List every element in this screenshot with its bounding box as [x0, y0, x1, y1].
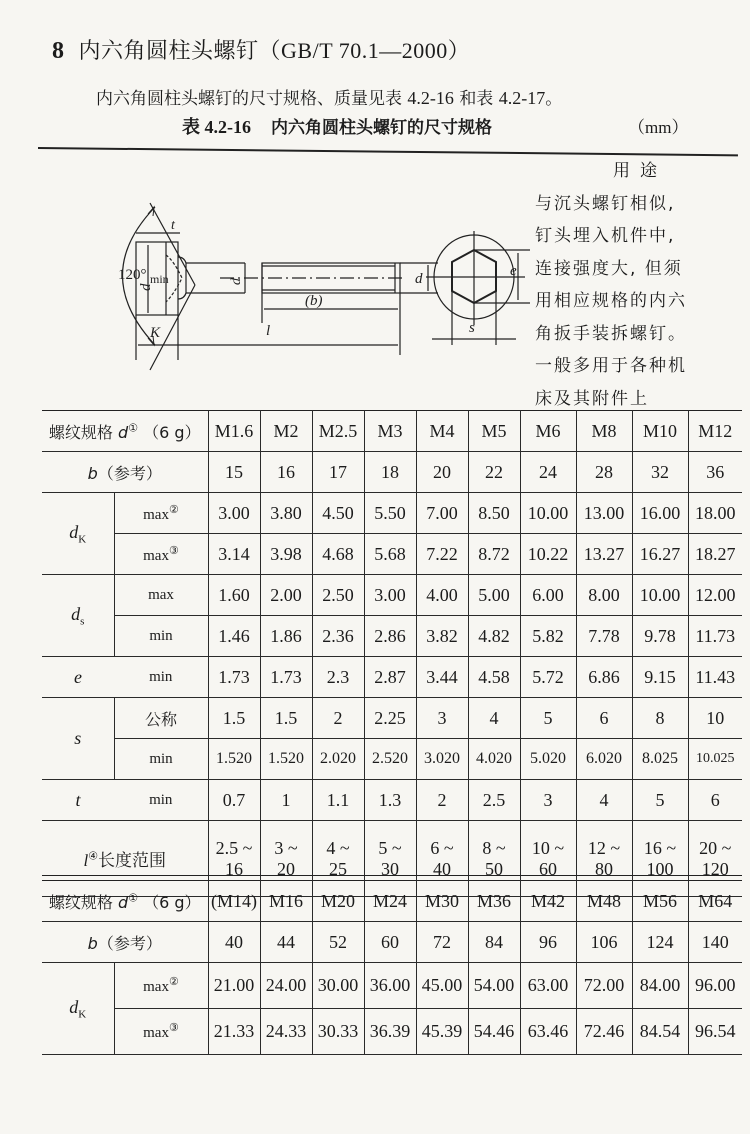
- cell: 36.39: [364, 1009, 416, 1055]
- cell: 6 ~ 40: [416, 821, 468, 897]
- cell: 21.33: [208, 1009, 260, 1055]
- cell: 10 ~ 60: [520, 821, 576, 897]
- row-t-min: [42, 780, 742, 821]
- cell: 9.78: [632, 616, 688, 657]
- cell: 45.39: [416, 1009, 468, 1055]
- cell: 72.00: [576, 963, 632, 1009]
- cell: M20: [312, 881, 364, 922]
- cell: 54.46: [468, 1009, 520, 1055]
- cell: 32: [632, 452, 688, 493]
- spec-table-2: [42, 880, 742, 1055]
- cell: 10.00: [632, 575, 688, 616]
- svg-text:(b): (b): [305, 293, 323, 309]
- cell: 4.020: [468, 739, 520, 780]
- dk-max2-label: max②: [114, 493, 208, 534]
- cell: 2.86: [364, 616, 416, 657]
- cell: 2.87: [364, 657, 416, 698]
- cell: 1.520: [208, 739, 260, 780]
- cell: 2.00: [260, 575, 312, 616]
- usage-line: 用相应规格的内六: [535, 291, 687, 311]
- cell: 84.54: [632, 1009, 688, 1055]
- cell: 4.58: [468, 657, 520, 698]
- cell: 3.98: [260, 534, 312, 575]
- cell: 4.82: [468, 616, 520, 657]
- usage-line: 连接强度大, 但须: [535, 258, 683, 279]
- cell: 10: [688, 698, 742, 739]
- cell: 24.33: [260, 1009, 312, 1055]
- row-ds-min: [42, 616, 742, 657]
- cell: 7.22: [416, 534, 468, 575]
- cell: 20 ~ 120: [688, 821, 742, 897]
- cell: 40: [208, 922, 260, 963]
- cell: M2: [260, 411, 312, 452]
- cell: 7.00: [416, 493, 468, 534]
- spec-table-1: [42, 410, 742, 897]
- section-heading: [52, 34, 470, 65]
- cell: 22: [468, 452, 520, 493]
- cell: 96.00: [688, 963, 742, 1009]
- row-thread-size: [42, 881, 742, 922]
- cell: 1.73: [260, 657, 312, 698]
- svg-text:d: d: [415, 271, 423, 287]
- s-label: s: [42, 698, 114, 780]
- cell: 45.00: [416, 963, 468, 1009]
- cell: 1.5: [260, 698, 312, 739]
- cell: 5.72: [520, 657, 576, 698]
- cell: 63.00: [520, 963, 576, 1009]
- cell: 4.00: [416, 575, 468, 616]
- cell: 13.00: [576, 493, 632, 534]
- cell: 124: [632, 922, 688, 963]
- ds-label: $d_s$: [42, 575, 114, 657]
- cell: 30.33: [312, 1009, 364, 1055]
- cell: 3 ~ 20: [260, 821, 312, 897]
- cell: 6.86: [576, 657, 632, 698]
- cell: 2.5 ~ 16: [208, 821, 260, 897]
- cell: 44: [260, 922, 312, 963]
- cell: 2.020: [312, 739, 364, 780]
- cell: 84: [468, 922, 520, 963]
- cell: 30.00: [312, 963, 364, 1009]
- row-dk-max2: [42, 963, 742, 1009]
- cell: M8: [576, 411, 632, 452]
- cell: 3.00: [364, 575, 416, 616]
- cell: 6.020: [576, 739, 632, 780]
- cell: 4 ~ 25: [312, 821, 364, 897]
- section-title: 内六角圆柱头螺钉: [78, 39, 259, 64]
- cell: 1.73: [208, 657, 260, 698]
- cell: 5.50: [364, 493, 416, 534]
- cell: 5: [520, 698, 576, 739]
- table-ref-2: 4.2-17: [498, 88, 546, 108]
- cell: 8 ~ 50: [468, 821, 520, 897]
- intro-text-end: 。: [545, 89, 563, 109]
- cell: M30: [416, 881, 468, 922]
- row-dk-max3: [42, 1009, 742, 1055]
- cell: 7.78: [576, 616, 632, 657]
- ds-max-label: max: [114, 575, 208, 616]
- usage-title: 用途: [613, 161, 667, 181]
- usage-line: 与沉头螺钉相似,: [535, 193, 676, 214]
- section-standard: （GB/T 70.1—2000）: [258, 38, 471, 63]
- usage-line: 角扳手装拆螺钉。: [535, 323, 687, 344]
- cell: M2.5: [312, 411, 364, 452]
- cell: 12 ~ 80: [576, 821, 632, 897]
- l-range-label: l④长度范围: [42, 821, 208, 897]
- cell: 3.80: [260, 493, 312, 534]
- e-label: e: [42, 657, 114, 698]
- row-b: [42, 452, 742, 493]
- row-s-min: [42, 739, 742, 780]
- angle-label: 120°: [118, 267, 147, 283]
- cell: 4.68: [312, 534, 364, 575]
- svg-text:min: min: [150, 272, 169, 286]
- table-number: 表 4.2-16: [182, 117, 251, 137]
- row-b: [42, 922, 742, 963]
- s-min-label: min: [114, 739, 208, 780]
- cell: 12.00: [688, 575, 742, 616]
- intro-paragraph: [96, 84, 562, 109]
- cell: 8.50: [468, 493, 520, 534]
- usage-line: 床及其附件上: [535, 388, 649, 409]
- dk-max2-label: max②: [114, 963, 208, 1009]
- cell: 36.00: [364, 963, 416, 1009]
- cell: (M14): [208, 881, 260, 922]
- cell: M36: [468, 881, 520, 922]
- svg-text:K: K: [150, 325, 161, 341]
- cell: M6: [520, 411, 576, 452]
- cell: 6: [688, 780, 742, 821]
- b-label: b（参考）: [42, 452, 208, 493]
- cell: 2.520: [364, 739, 416, 780]
- cell: 13.27: [576, 534, 632, 575]
- cell: 3.00: [208, 493, 260, 534]
- cell: 5.00: [468, 575, 520, 616]
- thread-size-label: 螺纹规格 d① （6 g）: [42, 411, 208, 452]
- b-label: b（参考）: [42, 922, 208, 963]
- table-ref-1: 4.2-16: [407, 88, 454, 108]
- cell: 3.82: [416, 616, 468, 657]
- svg-text:e: e: [510, 263, 517, 279]
- cell: 6.00: [520, 575, 576, 616]
- row-thread-size: [42, 411, 742, 452]
- cell: 18: [364, 452, 416, 493]
- cell: 72.46: [576, 1009, 632, 1055]
- cell: M24: [364, 881, 416, 922]
- row-s-nominal: [42, 698, 742, 739]
- cell: 72: [416, 922, 468, 963]
- cell: 6: [576, 698, 632, 739]
- cell: M1.6: [208, 411, 260, 452]
- cell: 4.50: [312, 493, 364, 534]
- cell: 11.43: [688, 657, 742, 698]
- cell: 52: [312, 922, 364, 963]
- cell: 2.36: [312, 616, 364, 657]
- svg-text:s: s: [469, 320, 475, 336]
- row-e-min: [42, 657, 742, 698]
- cell: 10.22: [520, 534, 576, 575]
- cell: 63.46: [520, 1009, 576, 1055]
- usage-line: 一般多用于各种机: [535, 356, 687, 376]
- cell: 2.5: [468, 780, 520, 821]
- cell: 20: [416, 452, 468, 493]
- cell: M48: [576, 881, 632, 922]
- cell: 5.020: [520, 739, 576, 780]
- dk-label: $d_K$: [42, 493, 114, 575]
- dk-max3-label: max③: [114, 534, 208, 575]
- cell: 16.27: [632, 534, 688, 575]
- row-dk-max2: [42, 493, 742, 534]
- cell: 60: [364, 922, 416, 963]
- usage-block: [535, 155, 735, 415]
- cell: M64: [688, 881, 742, 922]
- cell: 16: [260, 452, 312, 493]
- cell: M3: [364, 411, 416, 452]
- dk-label: $d_K$: [42, 963, 114, 1055]
- cell: 1.86: [260, 616, 312, 657]
- cell: M4: [416, 411, 468, 452]
- s-nominal-label: 公称: [114, 698, 208, 739]
- cell: 1: [260, 780, 312, 821]
- cell: 3.14: [208, 534, 260, 575]
- cell: 140: [688, 922, 742, 963]
- cell: 5.68: [364, 534, 416, 575]
- t-min-label: min: [114, 780, 208, 821]
- table-title: 内六角圆柱头螺钉的尺寸规格: [271, 118, 492, 138]
- table-unit: （mm）: [628, 118, 689, 137]
- cell: 21.00: [208, 963, 260, 1009]
- cell: 28: [576, 452, 632, 493]
- cell: 3.020: [416, 739, 468, 780]
- cell: 3: [416, 698, 468, 739]
- cell: 36: [688, 452, 742, 493]
- thread-size-label: 螺纹规格 d① （6 g）: [42, 881, 208, 922]
- cell: M16: [260, 881, 312, 922]
- svg-text:t: t: [171, 218, 175, 233]
- cell: M10: [632, 411, 688, 452]
- intro-text-mid: 和表: [459, 89, 494, 109]
- row-ds-max: [42, 575, 742, 616]
- cell: 16 ~ 100: [632, 821, 688, 897]
- cell: 5 ~ 30: [364, 821, 416, 897]
- cell: 5: [632, 780, 688, 821]
- svg-text:d: d: [229, 278, 244, 285]
- svg-text:d: d: [138, 283, 154, 291]
- cell: 1.5: [208, 698, 260, 739]
- cell: 11.73: [688, 616, 742, 657]
- cell: 24.00: [260, 963, 312, 1009]
- usage-line: 钉头埋入机件中,: [535, 226, 676, 246]
- cell: 8.025: [632, 739, 688, 780]
- cell: 4: [468, 698, 520, 739]
- intro-text: 内六角圆柱头螺钉的尺寸规格、质量见表: [96, 89, 402, 109]
- cell: M42: [520, 881, 576, 922]
- e-min-label: min: [114, 657, 208, 698]
- row-dk-max3: [42, 534, 742, 575]
- cell: 10.00: [520, 493, 576, 534]
- cell: 106: [576, 922, 632, 963]
- cell: 54.00: [468, 963, 520, 1009]
- cell: 18.27: [688, 534, 742, 575]
- cell: 8.72: [468, 534, 520, 575]
- cell: 18.00: [688, 493, 742, 534]
- cell: M56: [632, 881, 688, 922]
- cell: 24: [520, 452, 576, 493]
- screw-drawing: [40, 195, 530, 385]
- cell: 84.00: [632, 963, 688, 1009]
- cell: 1.60: [208, 575, 260, 616]
- table-caption: [182, 113, 492, 139]
- cell: 15: [208, 452, 260, 493]
- svg-text:l: l: [266, 323, 271, 339]
- cell: 10.025: [688, 739, 742, 780]
- cell: 1.1: [312, 780, 364, 821]
- cell: 2.25: [364, 698, 416, 739]
- cell: 4: [576, 780, 632, 821]
- cell: 8: [632, 698, 688, 739]
- ds-min-label: min: [114, 616, 208, 657]
- cell: 3: [520, 780, 576, 821]
- cell: 96: [520, 922, 576, 963]
- t-label: t: [42, 780, 114, 821]
- cell: 8.00: [576, 575, 632, 616]
- cell: 1.46: [208, 616, 260, 657]
- cell: 3.44: [416, 657, 468, 698]
- cell: 2: [416, 780, 468, 821]
- dk-max3-label: max③: [114, 1009, 208, 1055]
- cell: 5.82: [520, 616, 576, 657]
- cell: M5: [468, 411, 520, 452]
- cell: 2.3: [312, 657, 364, 698]
- cell: 9.15: [632, 657, 688, 698]
- cell: 0.7: [208, 780, 260, 821]
- cell: 17: [312, 452, 364, 493]
- cell: 2.50: [312, 575, 364, 616]
- cell: 96.54: [688, 1009, 742, 1055]
- cell: 16.00: [632, 493, 688, 534]
- section-number: 8: [52, 38, 65, 64]
- cell: 1.3: [364, 780, 416, 821]
- cell: 1.520: [260, 739, 312, 780]
- cell: 2: [312, 698, 364, 739]
- cell: M12: [688, 411, 742, 452]
